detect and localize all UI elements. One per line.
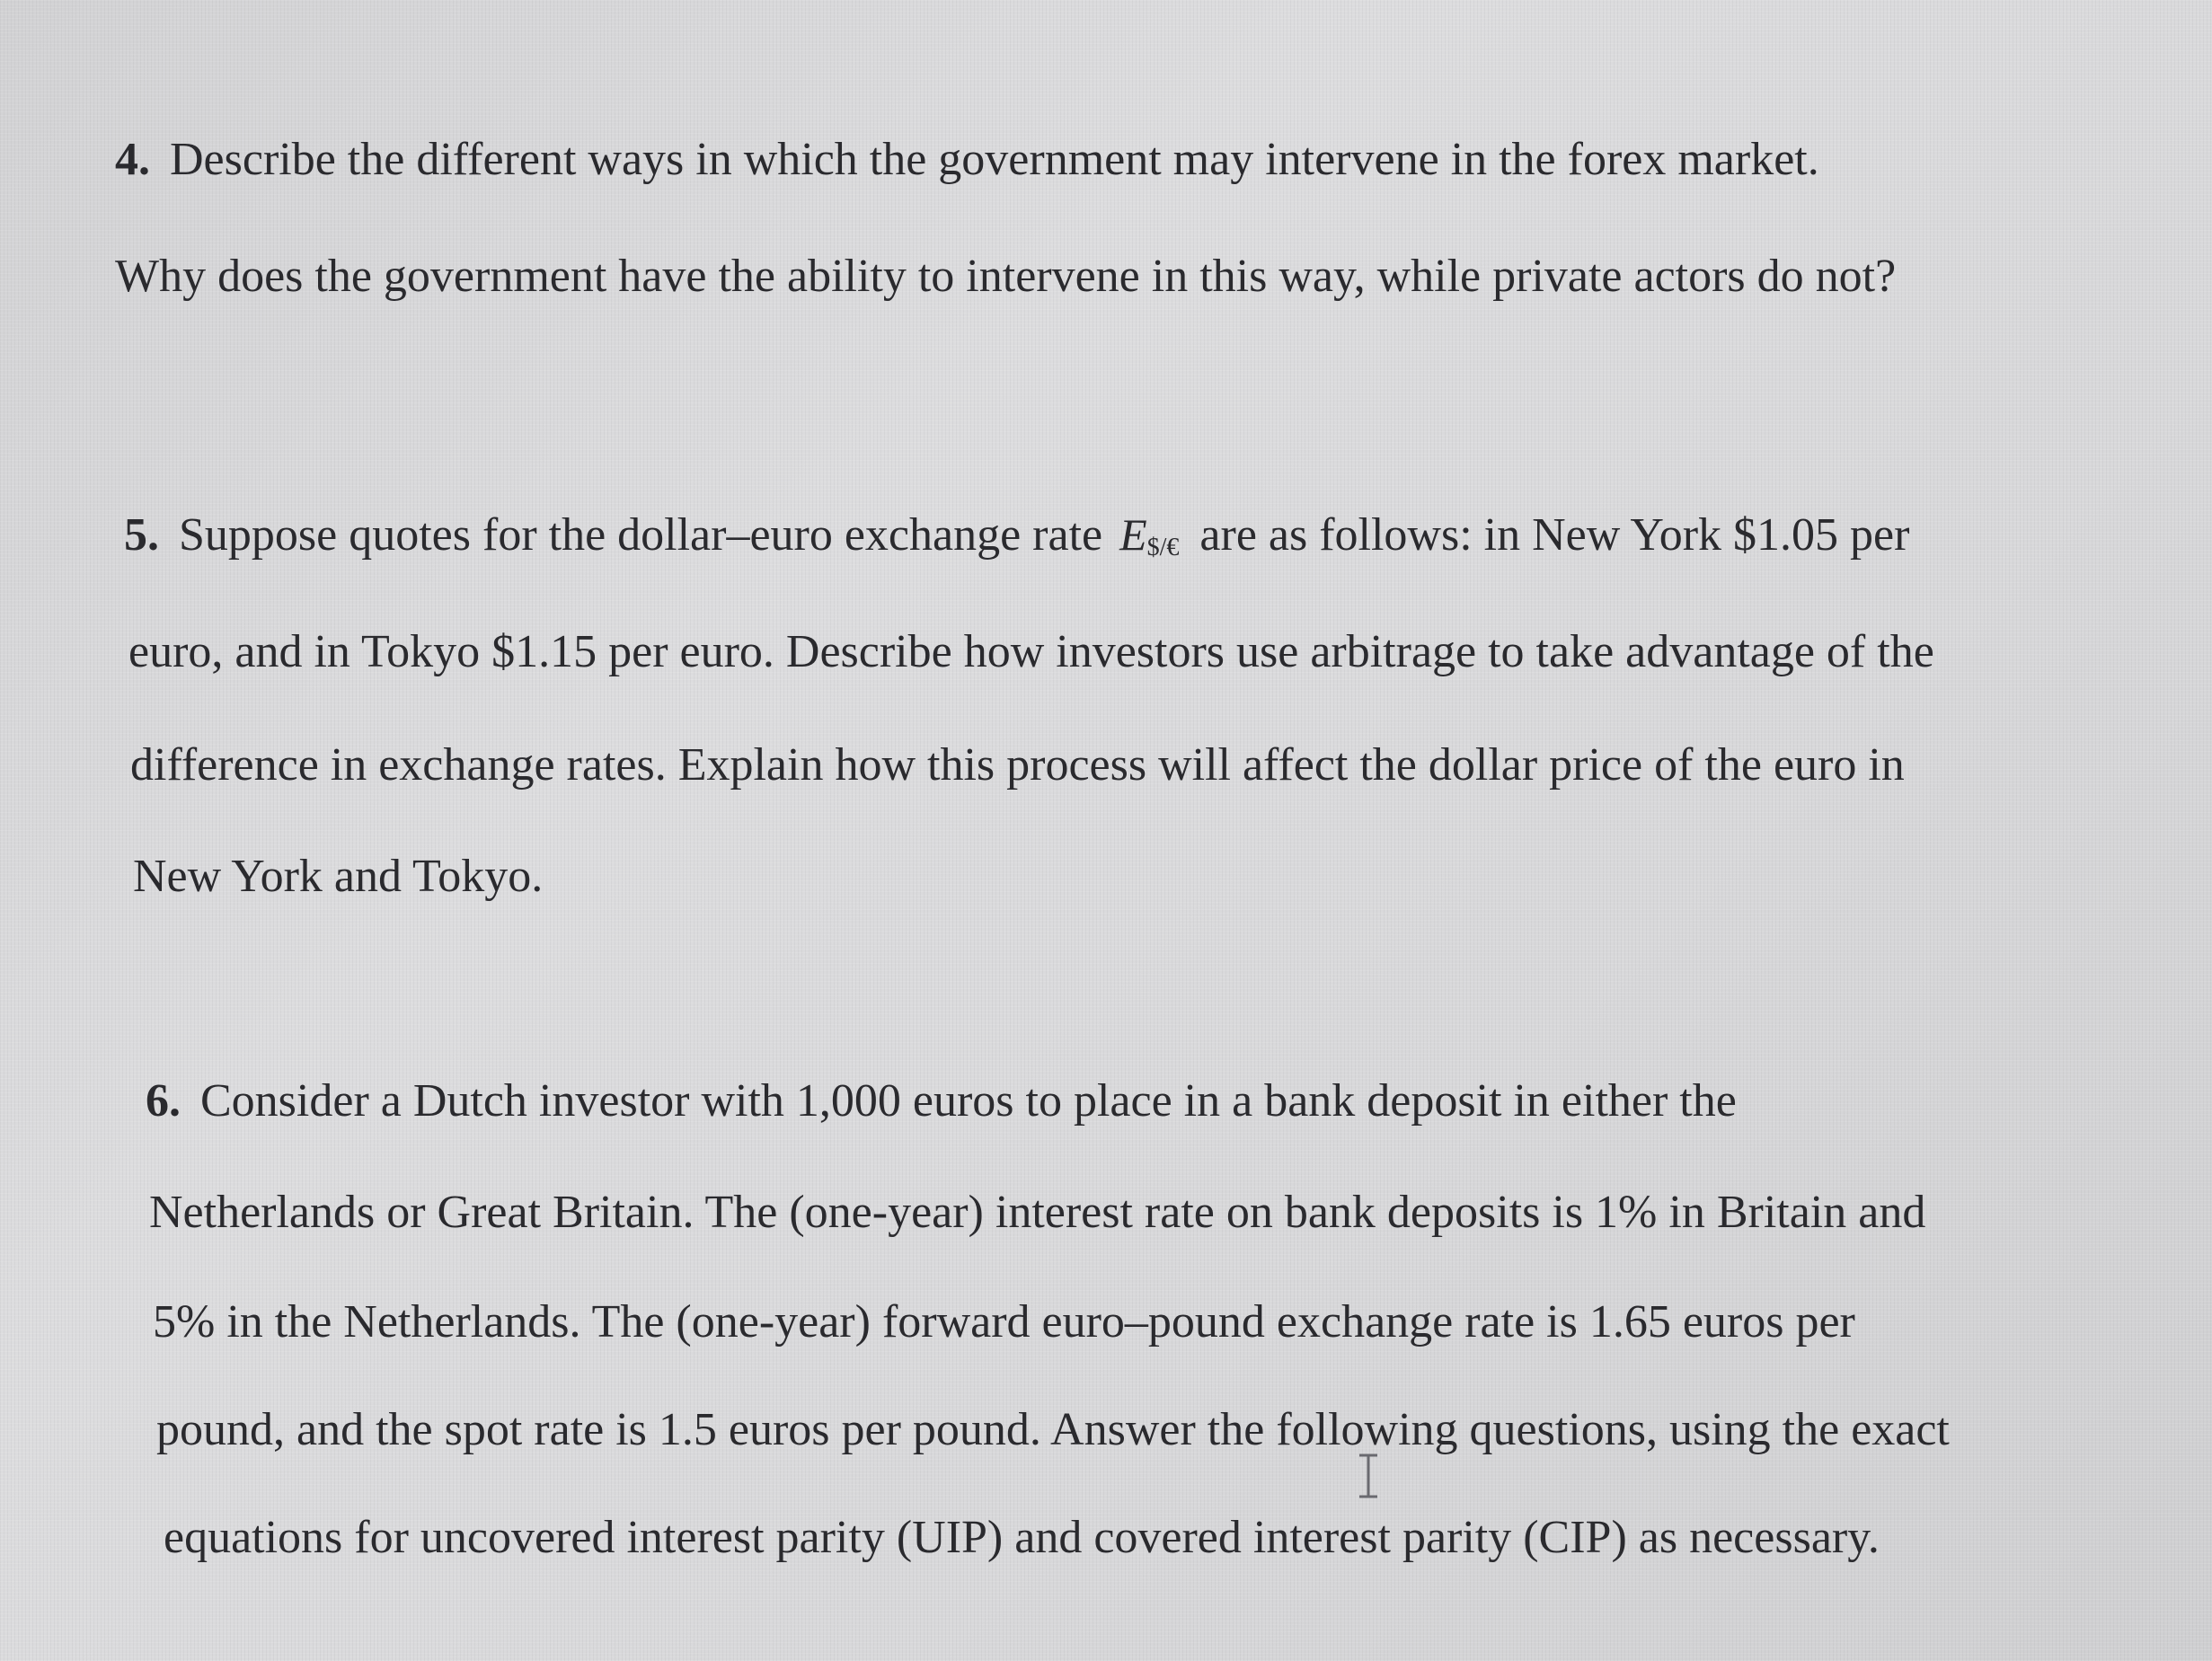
question-5-line-4: New York and Tokyo.	[133, 851, 544, 902]
question-6-line-3: 5% in the Netherlands. The (one-year) forward euro–pound exchange rate is 1.65 euros per	[153, 1296, 1855, 1347]
question-6-line-2: Netherlands or Great Britain. The (one-year) interest rate on bank deposits is 1% in Britain and	[149, 1187, 1926, 1238]
question-5-number: 5.	[124, 509, 159, 561]
question-5-line-2: euro, and in Tokyo $1.15 per euro. Describe how investors use arbitrage to take advantage of the	[128, 626, 1934, 677]
question-5-line-1: 5. Suppose quotes for the dollar–euro exchange rate $E_{\$/€}$ are as follows: in New York $1.05 per	[124, 509, 1910, 561]
question-6-number: 6.	[146, 1075, 181, 1126]
text-cursor-icon	[1358, 1453, 1379, 1498]
question-5-line-3: difference in exchange rates. Explain how this process will affect the dollar price of the euro in	[130, 739, 1905, 791]
question-6-line-1: 6. Consider a Dutch investor with 1,000 euros to place in a bank deposit in either the	[146, 1075, 1737, 1126]
exchange-rate-variable: $E_{\$/€}$	[1119, 509, 1180, 561]
question-4-number: 4.	[115, 134, 150, 185]
question-4-line-1: 4. Describe the different ways in which the government may intervene in the forex market.	[115, 134, 1819, 185]
question-6-line-5: equations for uncovered interest parity (UIP) and covered interest parity (CIP) as necessary.	[164, 1512, 1880, 1563]
question-6-line-4: pound, and the spot rate is 1.5 euros per pound. Answer the following questions, using the exact	[156, 1404, 1950, 1455]
question-4-line-2: Why does the government have the ability to intervene in this way, while private actors do not?	[115, 251, 1897, 302]
